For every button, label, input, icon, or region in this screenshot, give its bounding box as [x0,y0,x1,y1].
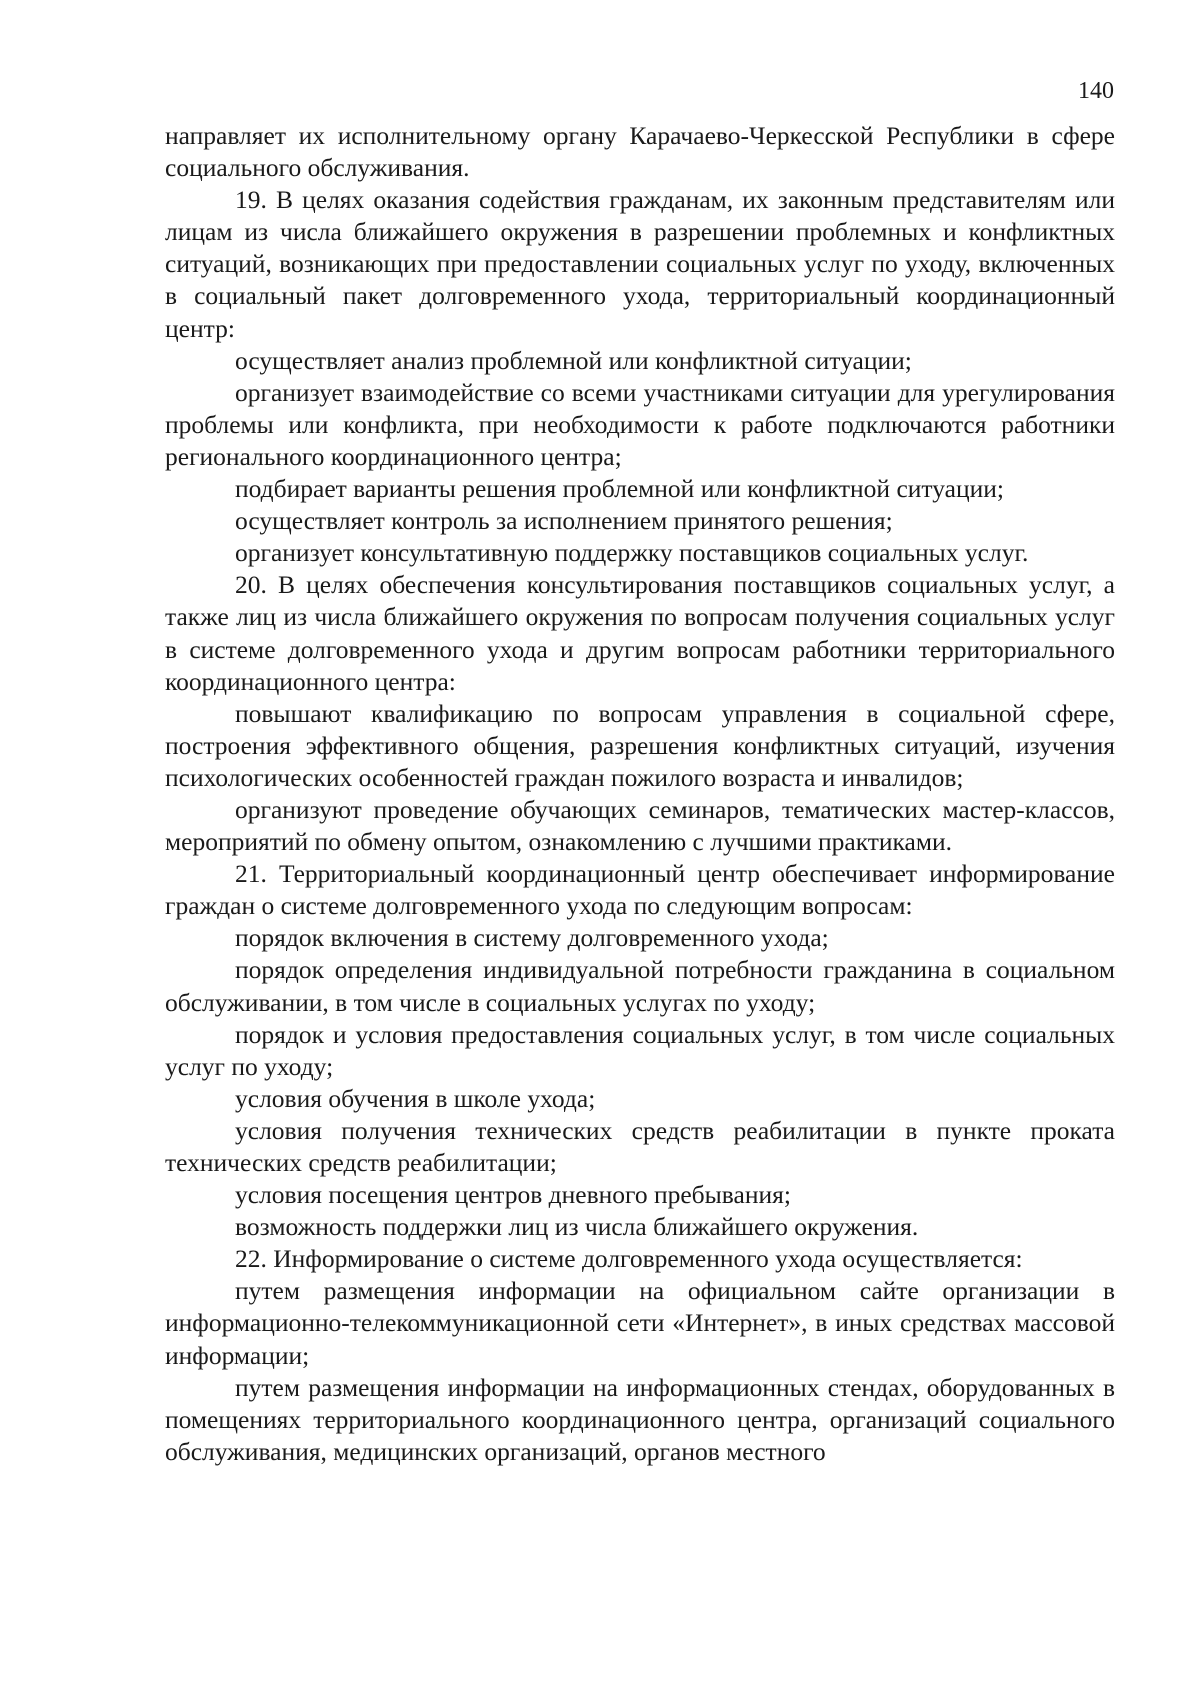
list-item: условия получения технических средств реабилитации в пункте проката технических средств реабилитации; [165,1115,1115,1177]
paragraph-clause-22: 22. Информирование о системе долговременного ухода осуществляется: [235,1244,1023,1274]
list-item: организуют проведение обучающих семинаров, тематических мастер-классов, мероприятий по обмену опытом, ознакомлению с лучшими практиками. [165,794,1115,857]
list-item: условия обучения в школе ухода; [235,1083,596,1113]
page-number: 140 [1078,78,1114,104]
list-item: порядок включения в систему долговременного ухода; [235,923,829,953]
list-item: возможность поддержки лиц из числа ближайшего окружения. [235,1212,919,1242]
list-item: порядок и условия предоставления социальных услуг, в том числе социальных услуг по уходу; [165,1019,1115,1081]
list-item: осуществляет анализ проблемной или конфликтной ситуации; [235,345,912,375]
document-body [165,120,1115,1468]
list-item: путем размещения информации на информационных стендах, оборудованных в помещениях территориального координационного центра, организаций социального обслуживания, медицинских организаций, органов местного [165,1372,1115,1466]
paragraph-clause-19: 19. В целях оказания содействия гражданам, их законным представителям или лицам из числа ближайшего окружения в разрешении проблемных и конфликтных ситуаций, возникающих при предоставлении социальных услуг по уходу, включенных в социальный пакет долговременного ухода, территориальный координационный центр: [165,185,1115,343]
paragraph-clause-21: 21. Территориальный координационный центр обеспечивает информирование граждан о системе долговременного ухода по следующим вопросам: [165,859,1115,921]
list-item: порядок определения индивидуальной потребности гражданина в социальном обслуживании, в том числе в социальных услугах по уходу; [165,955,1115,1017]
list-item: повышают квалификацию по вопросам управления в социальной сфере, построения эффективного общения, разрешения конфликтных ситуаций, изучения психологических особенностей граждан пожилого возраста и инвалидов; [165,698,1115,792]
paragraph-clause-20: 20. В целях обеспечения консультирования поставщиков социальных услуг, а также лиц из числа ближайшего окружения по вопросам получения социальных услуг в системе долговременного ухода и другим вопросам работники территориального координационного центра: [165,570,1115,696]
list-item: подбирает варианты решения проблемной или конфликтной ситуации; [235,474,1004,504]
list-item: осуществляет контроль за исполнением принятого решения; [235,506,893,536]
list-item: организует консультативную поддержку поставщиков социальных услуг. [235,538,1029,568]
paragraph-continuation: направляет их исполнительному органу Карачаево-Черкесской Республики в сфере социального обслуживания. [165,121,1115,183]
list-item: условия посещения центров дневного пребывания; [235,1180,791,1210]
list-item: путем размещения информации на официальном сайте организации в информационно-телекоммуникационной сети «Интернет», в иных средствах массовой информации; [165,1276,1115,1370]
list-item: организует взаимодействие со всеми участниками ситуации для урегулирования проблемы или конфликта, при необходимости к работе подключаются работники регионального координационного центра; [165,377,1115,471]
